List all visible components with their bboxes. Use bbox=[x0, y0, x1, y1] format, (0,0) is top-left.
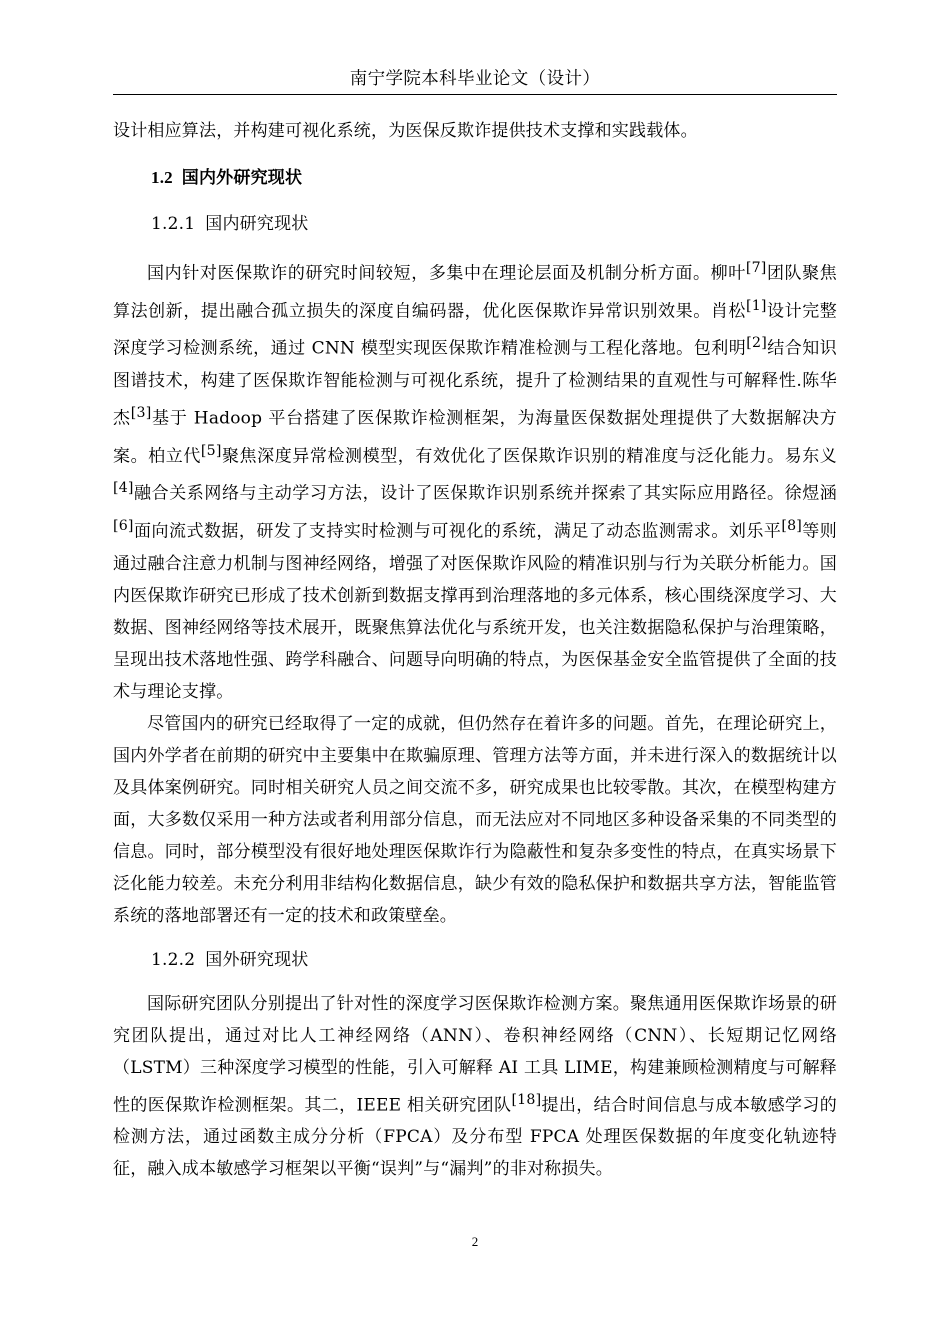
paragraph-text: 结合知识图谱技术，构建了医保欺诈智能检测与可视化系统，提升了检测结果的直观性与可解释性.陈华杰 bbox=[113, 338, 837, 429]
citation-ref: [3] bbox=[130, 404, 152, 421]
subsection-title: 国外研究现状 bbox=[205, 949, 309, 970]
subsection-heading-domestic bbox=[113, 208, 837, 240]
paragraph-text: 国内针对医保欺诈的研究时间较短，多集中在理论层面及机制分析方面。柳叶 bbox=[147, 263, 746, 284]
paragraph-foreign-studies bbox=[113, 988, 837, 1186]
subsection-title: 国内研究现状 bbox=[205, 214, 309, 234]
citation-ref: [5] bbox=[200, 442, 222, 459]
paragraph-text: 聚焦深度异常检测模型，有效优化了医保欺诈识别的精准度与泛化能力。易东义 bbox=[221, 446, 838, 467]
subsection-number: 1.2.2 bbox=[151, 949, 196, 970]
paragraph-domestic-studies bbox=[113, 252, 837, 708]
paragraph-text: 面向流式数据，研发了支持实时检测与可视化的系统，满足了动态监测需求。刘乐平 bbox=[133, 521, 782, 542]
subsection-heading-foreign bbox=[113, 944, 837, 976]
paragraph-domestic-problems: 尽管国内的研究已经取得了一定的成就，但仍然存在着许多的问题。首先，在理论研究上，国内外学者在前期的研究中主要集中在欺骗原理、管理方法等方面，并未进行深入的数据统计以及具体案例研究。同时相关研究人员之间交流不多，研究成果也比较零散。其次，在模型构建方面，大多数仅采用一种方法或者利用部分信息，而无法应对不同地区多种设备采集的不同类型的信息。同时，部分模型没有很好地处理医保欺诈行为隐蔽性和复杂多变性的特点，在真实场景下泛化能力较差。未充分利用非结构化数据信息，缺少有效的隐私保护和数据共享方法，智能监管系统的落地部署还有一定的技术和政策壁垒。 bbox=[113, 713, 837, 926]
paragraph-text: 融合关系网络与主动学习方法，设计了医保欺诈识别系统并探索了其实际应用路径。徐煜涵 bbox=[133, 483, 837, 504]
subsection-number: 1.2.1 bbox=[151, 214, 196, 234]
citation-ref: [4] bbox=[113, 480, 134, 497]
paragraph-text: 提出，结合时间信息与成本敏感学习的检测方法，通过函数主成分分析（FPCA）及分布型 FPCA 处理医保数据的年度变化轨迹特征，融入成本敏感学习框架以平衡“误判”与“漏判”的非对称损失。 bbox=[113, 1095, 837, 1180]
intro-paragraph: 设计相应算法，并构建可视化系统，为医保反欺诈提供技术支撑和实践载体。 bbox=[113, 121, 698, 141]
header-divider bbox=[113, 94, 837, 95]
citation-ref: [18] bbox=[511, 1091, 542, 1108]
citation-ref: [8] bbox=[781, 517, 802, 534]
section-number: 1.2 bbox=[151, 168, 173, 187]
running-header: 南宁学院本科毕业论文（设计） bbox=[349, 69, 601, 89]
page-body bbox=[113, 115, 837, 1185]
paragraph-text: 基于 Hadoop 平台搭建了医保欺诈检测框架，为海量医保数据处理提供了大数据解决方案。柏立代 bbox=[113, 408, 838, 467]
paragraph-text: 国际研究团队分别提出了针对性的深度学习医保欺诈检测方案。聚焦通用医保欺诈场景的研究团队提出，通过对比人工神经网络（ANN）、卷积神经网络（CNN）、长短期记忆网络（LSTM）三种深度学习模型的性能，引入可解释 AI 工具 LIME，构建兼顾检测精度与可解释性的医保欺诈检测框架。其二，IEEE 相关研究团队 bbox=[113, 993, 837, 1116]
page-number: 2 bbox=[471, 1234, 479, 1249]
paragraph-text: 团队聚焦算法创新，提出融合孤立损失的深度自编码器，优化医保欺诈异常识别效果。肖松 bbox=[113, 263, 837, 322]
citation-ref: [1] bbox=[746, 297, 767, 314]
paragraph-text: 等则通过融合注意力机制与图神经网络，增强了对医保欺诈风险的精准识别与行为关联分析能力。国内医保欺诈研究已形成了技术创新到数据支撑再到治理落地的多元体系，核心围绕深度学习、大数据、图神经网络等技术展开，既聚焦算法优化与系统开发，也关注数据隐私保护与治理策略，呈现出技术落地性强、跨学科融合、问题导向明确的特点，为医保基金安全监管提供了全面的技术与理论支撑。 bbox=[113, 521, 837, 702]
section-title: 国内外研究现状 bbox=[181, 168, 303, 187]
section-heading bbox=[113, 162, 837, 194]
paragraph-text: 设计完整深度学习检测系统，通过 CNN 模型实现医保欺诈精准检测与工程化落地。包利明 bbox=[113, 301, 837, 359]
citation-ref: [6] bbox=[113, 517, 134, 534]
citation-ref: [2] bbox=[746, 335, 767, 352]
citation-ref: [7] bbox=[745, 260, 767, 276]
